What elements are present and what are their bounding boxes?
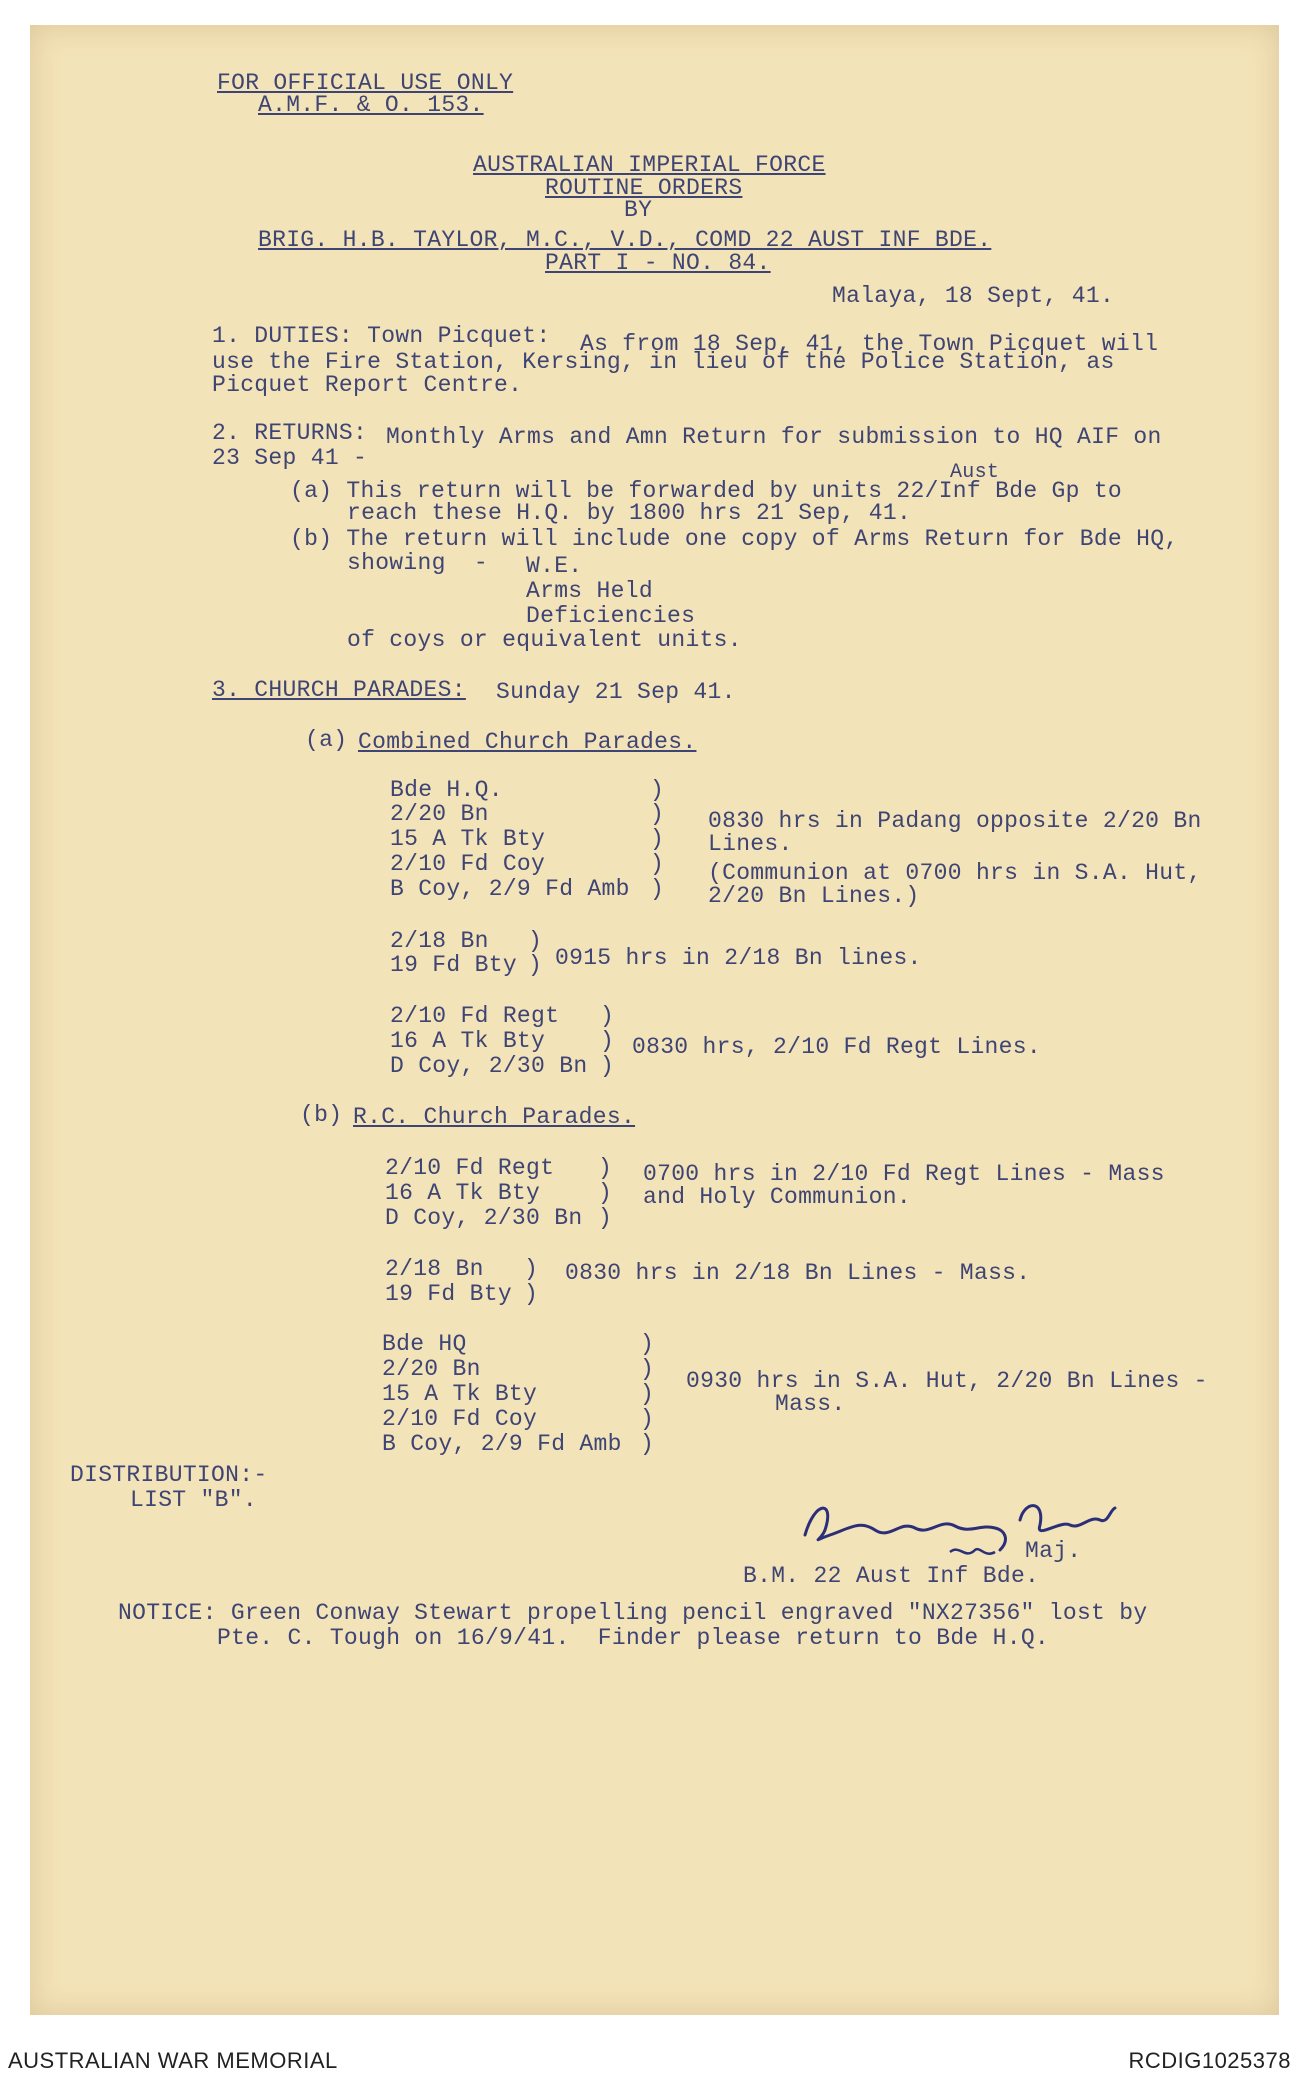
g6-unit: 2/20 Bn <box>382 1356 481 1382</box>
g6-unit: B Coy, 2/9 Fd Amb <box>382 1431 622 1457</box>
g4-bracket-1: ) <box>598 1155 613 1181</box>
g4-detail: and Holy Communion. <box>643 1184 911 1210</box>
item2-b-list-3: Deficiencies <box>526 603 696 629</box>
g1-unit: Bde H.Q. <box>390 777 503 803</box>
distribution-label: DISTRIBUTION:- <box>70 1462 268 1488</box>
g6-unit: Bde HQ <box>382 1331 467 1357</box>
item3-date: Sunday 21 Sep 41. <box>496 679 736 705</box>
form-number: A.M.F. & O. 153. <box>258 92 484 118</box>
g3-bracket-2: ) <box>600 1028 615 1054</box>
g6-detail: Mass. <box>775 1391 846 1417</box>
g1-bracket-5: ) <box>650 876 665 902</box>
g1-detail: 2/20 Bn Lines.) <box>708 883 920 909</box>
g4-unit: 2/10 Fd Regt <box>385 1155 555 1181</box>
distribution-list: LIST "B". <box>130 1487 257 1513</box>
g1-bracket-1: ) <box>650 777 665 803</box>
g3-unit: 2/10 Fd Regt <box>390 1003 560 1029</box>
item3-a-title: Combined Church Parades. <box>358 729 697 755</box>
item2-heading: 2. RETURNS: <box>212 420 368 446</box>
g2-detail: 0915 hrs in 2/18 Bn lines. <box>555 945 922 971</box>
item2-b-list-2: Arms Held <box>526 578 653 604</box>
g6-bracket-5: ) <box>640 1431 655 1457</box>
title-line-3: BY <box>624 197 653 223</box>
g1-unit: B Coy, 2/9 Fd Amb <box>390 876 630 902</box>
item2-b-list-1: W.E. <box>526 553 583 579</box>
official-use-line: FOR OFFICIAL USE ONLY <box>217 70 514 96</box>
g1-unit: 2/10 Fd Coy <box>390 851 546 877</box>
g4-bracket-2: ) <box>598 1180 613 1206</box>
g1-unit: 2/20 Bn <box>390 801 489 827</box>
footer-credit: AUSTRALIAN WAR MEMORIAL <box>8 2048 338 2073</box>
item3-b-label: (b) <box>300 1102 343 1128</box>
g6-unit: 15 A Tk Bty <box>382 1381 538 1407</box>
part-number: PART I - NO. 84. <box>545 250 771 276</box>
title-line-2: ROUTINE ORDERS <box>545 175 743 201</box>
g6-unit: 2/10 Fd Coy <box>382 1406 538 1432</box>
item2-a-line2: reach these H.Q. by 1800 hrs 21 Sep, 41. <box>347 500 912 526</box>
g6-bracket-3: ) <box>640 1381 655 1407</box>
g1-detail: Lines. <box>708 831 793 857</box>
g2-unit: 2/18 Bn <box>390 928 489 954</box>
g3-bracket-3: ) <box>600 1053 615 1079</box>
g2-bracket-2: ) <box>528 952 543 978</box>
item1-line1: As from 18 Sep, 41, the Town Picquet will <box>580 331 1159 357</box>
g5-bracket-2: ) <box>524 1281 539 1307</box>
signature-title: B.M. 22 Aust Inf Bde. <box>743 1563 1040 1589</box>
g3-bracket-1: ) <box>600 1003 615 1029</box>
g2-bracket-1: ) <box>528 928 543 954</box>
g5-bracket-1: ) <box>524 1256 539 1282</box>
item3-b-title: R.C. Church Parades. <box>353 1104 636 1130</box>
commander-line: BRIG. H.B. TAYLOR, M.C., V.D., COMD 22 AUST INF BDE. <box>258 227 992 253</box>
footer-id: RCDIG1025378 <box>1128 2048 1291 2073</box>
item1-line2: use the Fire Station, Kersing, in lieu of the Police Station, as <box>212 349 1115 375</box>
g1-detail: (Communion at 0700 hrs in S.A. Hut, <box>708 860 1202 886</box>
g6-bracket-2: ) <box>640 1356 655 1382</box>
g3-detail: 0830 hrs, 2/10 Fd Regt Lines. <box>632 1034 1041 1060</box>
item2-b-line3: of coys or equivalent units. <box>347 627 742 653</box>
item2-line1: Monthly Arms and Amn Return for submission to HQ AIF on <box>386 424 1162 450</box>
g3-unit: D Coy, 2/30 Bn <box>390 1053 588 1079</box>
place-date: Malaya, 18 Sept, 41. <box>832 283 1115 309</box>
g1-bracket-2: ) <box>650 801 665 827</box>
g4-unit: D Coy, 2/30 Bn <box>385 1205 583 1231</box>
item1-line3: Picquet Report Centre. <box>212 372 523 398</box>
item2-a-line1: (a) This return will be forwarded by units 22/Inf Bde Gp to <box>290 478 1123 504</box>
item3-heading: 3. CHURCH PARADES: <box>212 677 466 703</box>
item1-heading: 1. DUTIES: Town Picquet: <box>212 323 551 349</box>
g5-detail: 0830 hrs in 2/18 Bn Lines - Mass. <box>565 1260 1031 1286</box>
g4-bracket-3: ) <box>598 1205 613 1231</box>
g1-bracket-3: ) <box>650 826 665 852</box>
g4-detail: 0700 hrs in 2/10 Fd Regt Lines - Mass <box>643 1161 1165 1187</box>
g6-detail: 0930 hrs in S.A. Hut, 2/20 Bn Lines - <box>686 1368 1208 1394</box>
g4-unit: 16 A Tk Bty <box>385 1180 541 1206</box>
item3-a-label: (a) <box>305 727 348 753</box>
g1-detail: 0830 hrs in Padang opposite 2/20 Bn <box>708 808 1202 834</box>
g3-unit: 16 A Tk Bty <box>390 1028 546 1054</box>
g1-unit: 15 A Tk Bty <box>390 826 546 852</box>
g6-bracket-1: ) <box>640 1331 655 1357</box>
title-line-1: AUSTRALIAN IMPERIAL FORCE <box>473 152 826 178</box>
notice-line1: NOTICE: Green Conway Stewart propelling pencil engraved "NX27356" lost by <box>118 1600 1148 1626</box>
g6-bracket-4: ) <box>640 1406 655 1432</box>
g1-bracket-4: ) <box>650 851 665 877</box>
item2-insert: Aust <box>950 461 1000 484</box>
signature-rank: Maj. <box>1025 1538 1082 1564</box>
g2-unit: 19 Fd Bty <box>390 952 517 978</box>
g5-unit: 19 Fd Bty <box>385 1281 512 1307</box>
item2-b-line1: (b) The return will include one copy of Arms Return for Bde HQ, <box>290 526 1179 552</box>
item2-b-line2: showing - <box>347 550 489 576</box>
item2-line2: 23 Sep 41 - <box>212 445 368 471</box>
notice-line2: Pte. C. Tough on 16/9/41. Finder please return to Bde H.Q. <box>217 1625 1050 1651</box>
g5-unit: 2/18 Bn <box>385 1256 484 1282</box>
